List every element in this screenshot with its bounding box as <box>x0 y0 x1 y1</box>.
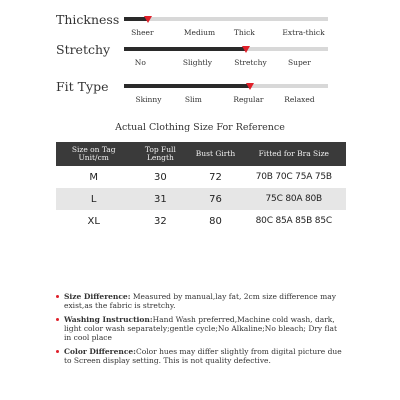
size-table <box>56 142 346 232</box>
level-options <box>124 95 328 107</box>
bust-cell: 76 <box>189 188 241 210</box>
option-label: Slightly <box>182 58 213 67</box>
table-row <box>56 210 346 232</box>
column-header: Size on Tag Unit/cm <box>56 142 131 166</box>
bra-size-cell: 75C 80A 80B <box>242 188 346 210</box>
attribute-stretchy <box>0 42 400 84</box>
level-marker-icon <box>246 83 254 90</box>
size-cell: XL <box>87 215 100 227</box>
note-text: Color hues may differ slightly from digital picture due to Screen display setting. This is not quality defective. <box>64 347 342 365</box>
size-cell: M <box>89 171 99 183</box>
level-bar-fill <box>124 84 250 88</box>
option-label: Slim <box>184 95 202 104</box>
bust-cell: 72 <box>209 171 222 183</box>
level-options <box>124 28 328 40</box>
level-bar <box>124 47 328 51</box>
note-washing-instruction <box>56 315 346 342</box>
option-label: Sheer <box>131 28 154 37</box>
level-marker-icon <box>144 16 152 23</box>
table-title: Actual Clothing Size For Reference <box>115 122 285 133</box>
note-color-difference <box>56 347 346 365</box>
column-header: Top Full Length <box>131 142 189 166</box>
bra-size-cell: 80C 85A 85B 85C <box>255 216 332 226</box>
bullet-icon <box>56 318 59 321</box>
length-cell: 30 <box>154 171 167 183</box>
level-bar-fill <box>124 47 246 51</box>
attribute-label: Fit Type <box>56 79 109 94</box>
option-label: Regular <box>233 95 264 104</box>
note-label: Color Difference: <box>64 347 136 356</box>
attribute-fit-type <box>0 79 400 121</box>
length-cell: 31 <box>131 188 189 210</box>
length-cell: 32 <box>154 215 167 227</box>
bra-size-cell: 70B 70C 75A 75B <box>255 172 332 182</box>
column-header: Bust Girth <box>189 142 241 166</box>
table-header-row <box>56 142 346 166</box>
option-label: Relaxed <box>284 95 315 104</box>
note-size-difference <box>56 292 346 310</box>
option-label: No <box>134 58 146 67</box>
attribute-label: Stretchy <box>56 42 111 57</box>
option-label: Skinny <box>135 95 162 104</box>
table-row <box>56 188 346 210</box>
option-label: Extra-thick <box>282 28 325 37</box>
level-options <box>124 58 328 70</box>
note-label: Size Difference: <box>64 292 131 301</box>
note-label: Washing Instruction: <box>64 315 153 324</box>
level-bar <box>124 84 328 88</box>
bust-cell: 80 <box>209 215 222 227</box>
note-text: Hand Wash preferred,Machine cold wash, dark, light color wash separately;gentle cycle;No Alkaline;No bleach; Dry flat in cool place <box>64 315 338 342</box>
option-label: Thick <box>233 28 255 37</box>
option-label: Super <box>288 58 311 67</box>
note-text: Measured by manual,lay fat, 2cm size difference may exist,as the fabric is stretchy. <box>64 292 336 310</box>
size-cell: L <box>56 188 131 210</box>
level-marker-icon <box>242 46 250 53</box>
option-label: Stretchy <box>234 58 267 67</box>
bullet-icon <box>56 295 59 298</box>
column-header: Fitted for Bra Size <box>242 142 346 166</box>
notes-list <box>56 292 346 370</box>
level-bar <box>124 17 328 21</box>
option-label: Medium <box>183 28 216 37</box>
table-row <box>56 166 346 188</box>
bullet-icon <box>56 350 59 353</box>
attribute-label: Thickness <box>56 12 120 27</box>
